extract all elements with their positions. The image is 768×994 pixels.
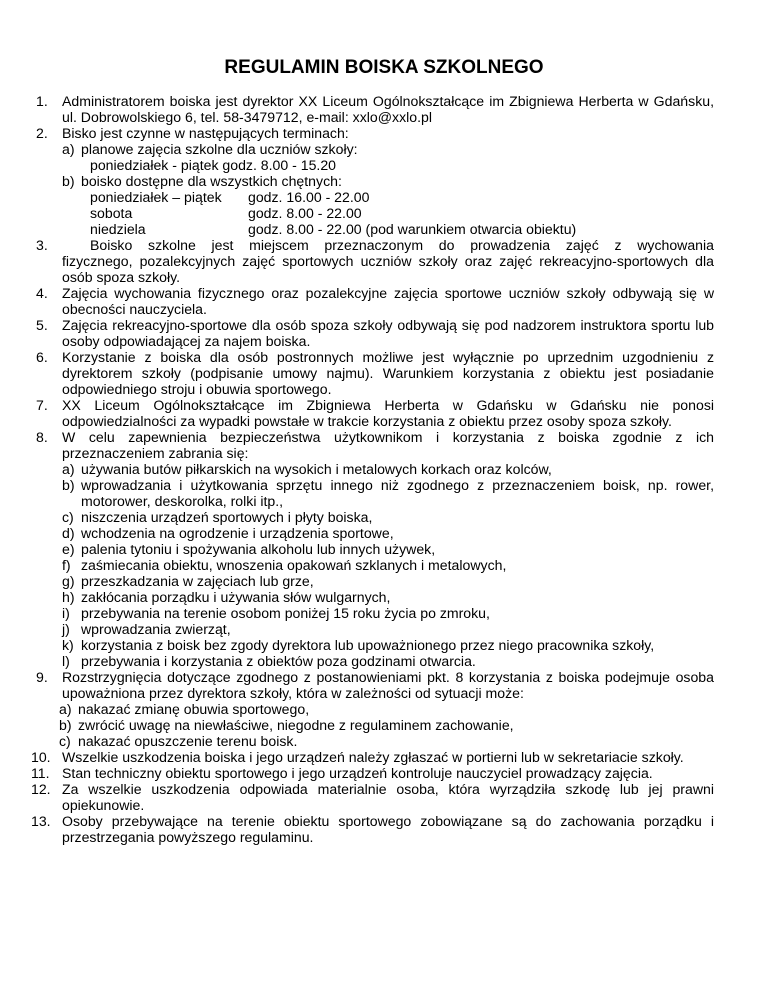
rule-2-subitem-a bbox=[36, 141, 714, 157]
rule-number: 4. bbox=[36, 285, 48, 301]
rule-10 bbox=[31, 749, 714, 765]
subitem-text: przebywania i korzystania z obiektów poza godzinami otwarcia. bbox=[81, 653, 476, 669]
rule-number: 6. bbox=[36, 349, 48, 365]
rule-9-subitem bbox=[36, 717, 714, 733]
rule-13 bbox=[31, 813, 714, 845]
rule-text: fizycznego, pozalekcyjnych zajęć sportowych uczniów szkoły oraz zajęć rekreacyjno-sportowych dla osób spoza szkoły. bbox=[62, 253, 714, 285]
subitem-text: nakazać opuszczenie terenu boisk. bbox=[78, 733, 298, 749]
subitem-label: a) bbox=[62, 141, 75, 157]
rule-9-subitem bbox=[36, 733, 714, 749]
rule-text: Korzystanie z boiska dla osób postronnych możliwe jest wyłącznie po uprzednim uzgodnieniu z dyrektorem szkoły (podpisanie umowy najmu). Warunkiem korzystania z obiektu jest posiadanie odpowiedniego stroju i obuwia sportowego. bbox=[62, 349, 714, 397]
subitem-label: f) bbox=[62, 557, 71, 573]
rule-4 bbox=[36, 285, 714, 317]
rule-text: Bisko jest czynne w następujących terminach: bbox=[62, 125, 349, 141]
rule-8 bbox=[36, 429, 714, 461]
rule-number: 9. bbox=[36, 669, 48, 685]
schedule-hours: godz. 16.00 - 22.00 bbox=[248, 189, 370, 205]
rule-number: 3. bbox=[36, 237, 48, 253]
subitem-label: b) bbox=[59, 717, 72, 733]
subitem-text: przebywania na terenie osobom poniżej 15 roku życia po zmroku, bbox=[81, 605, 490, 621]
subitem-label: c) bbox=[59, 733, 71, 749]
subitem-text: planowe zajęcia szkolne dla uczniów szkoły: bbox=[81, 141, 358, 157]
rule-7 bbox=[36, 397, 714, 429]
subitem-text: wchodzenia na ogrodzenie i urządzenia sportowe, bbox=[81, 525, 394, 541]
subitem-label: b) bbox=[62, 477, 75, 493]
rule-8-subitem bbox=[36, 573, 714, 589]
rule-number: 8. bbox=[36, 429, 48, 445]
rule-8-subitem bbox=[36, 637, 714, 653]
subitem-label: a) bbox=[62, 461, 75, 477]
schedule-row bbox=[36, 189, 714, 205]
rule-text: Wszelkie uszkodzenia boiska i jego urządzeń należy zgłaszać w portierni lub w sekretariacie szkoły. bbox=[62, 749, 684, 765]
subitem-label: d) bbox=[62, 525, 75, 541]
rule-text: Za wszelkie uszkodzenia odpowiada materialnie osoba, która wyrządziła szkodę lub jej prawni opiekunowie. bbox=[62, 781, 714, 813]
subitem-label: l) bbox=[62, 653, 70, 669]
subitem-text: nakazać zmianę obuwia sportowego, bbox=[78, 701, 310, 717]
rule-number: 7. bbox=[36, 397, 48, 413]
rule-number: 2. bbox=[36, 125, 48, 141]
subitem-text: przeszkadzania w zajęciach lub grze, bbox=[81, 573, 314, 589]
subitem-label: c) bbox=[62, 509, 74, 525]
schedule-hours: godz. 8.00 - 22.00 (pod warunkiem otwarcia obiektu) bbox=[248, 221, 577, 237]
rule-text: XX Liceum Ogólnokształcące im Zbigniewa Herberta w Gdańsku w Gdańsku nie ponosi odpowiedzialności za wypadki powstałe w trakcie korzystania z obiektu przez osoby spoza szkoły. bbox=[62, 397, 714, 429]
rule-8-subitem bbox=[36, 525, 714, 541]
rule-number: 10. bbox=[31, 749, 51, 765]
subitem-label: j) bbox=[62, 621, 70, 637]
rule-8-subitem bbox=[36, 509, 714, 525]
subitem-text: niszczenia urządzeń sportowych i płyty boiska, bbox=[81, 509, 373, 525]
rule-8-subitem bbox=[36, 653, 714, 669]
rule-11 bbox=[31, 765, 714, 781]
rule-text: Osoby przebywające na terenie obiektu sportowego zobowiązane są do zachowania porządku i przestrzegania powyższego regulaminu. bbox=[62, 813, 714, 845]
regulations-list bbox=[31, 93, 714, 845]
rule-text: Zajęcia wychowania fizycznego oraz pozalekcyjne zajęcia sportowe uczniów szkoły odbywają się w obecności nauczyciela. bbox=[62, 285, 714, 317]
rule-2-subitem-b bbox=[36, 173, 714, 189]
rule-text: W celu zapewnienia bezpieczeństwa użytkownikom i korzystania z boiska zgodnie z ich przeznaczeniem zabrania się: bbox=[62, 429, 714, 461]
schedule-day: sobota bbox=[90, 205, 133, 221]
rule-text-first-line: Boisko szkolne jest miejscem przeznaczonym do prowadzenia zajęć z wychowania bbox=[90, 237, 714, 253]
subitem-label: i) bbox=[62, 605, 70, 621]
subitem-text: zaśmiecania obiektu, wnoszenia opakowań szklanych i metalowych, bbox=[81, 557, 507, 573]
rule-2-hours: poniedziałek - piątek godz. 8.00 - 15.20 bbox=[90, 157, 337, 173]
rule-text: Administratorem boiska jest dyrektor XX Liceum Ogólnokształcące im Zbigniewa Herberta w Gdańsku, ul. Dobrowolskiego 6, tel. 58-3479712, e-mail: xxlo@xxlo.pl bbox=[62, 93, 714, 125]
subitem-text: korzystania z boisk bez zgody dyrektora lub upoważnionego przez niego pracownika szkoły, bbox=[81, 637, 655, 653]
rule-8-subitem bbox=[36, 477, 714, 509]
subitem-label: a) bbox=[59, 701, 72, 717]
schedule-row bbox=[36, 205, 714, 221]
rule-9 bbox=[36, 669, 714, 701]
rule-9-subitem bbox=[36, 701, 714, 717]
subitem-text: wprowadzania i użytkowania sprzętu innego niż zgodnego z przeznaczeniem boisk, np. rower, motorower, deskorolka, rolki itp., bbox=[81, 477, 714, 509]
rule-8-subitem bbox=[36, 605, 714, 621]
rule-number: 11. bbox=[31, 765, 50, 781]
subitem-text: zakłócania porządku i używania słów wulgarnych, bbox=[81, 589, 391, 605]
rule-8-subitem bbox=[36, 541, 714, 557]
rule-text: Rozstrzygnięcia dotyczące zgodnego z postanowieniami pkt. 8 korzystania z boiska podejmuje osoba upoważniona przez dyrektora szkoły, która w zależności od sytuacji może: bbox=[62, 669, 714, 701]
rule-text: Zajęcia rekreacyjno-sportowe dla osób spoza szkoły odbywają się pod nadzorem instruktora sportu lub osoby odpowiadającej za najem boiska. bbox=[62, 317, 714, 349]
subitem-text: palenia tytoniu i spożywania alkoholu lub innych używek, bbox=[81, 541, 436, 557]
schedule-day: poniedziałek – piątek bbox=[90, 189, 222, 205]
rule-6 bbox=[36, 349, 714, 397]
subitem-text: wprowadzania zwierząt, bbox=[81, 621, 231, 637]
rule-number: 13. bbox=[31, 813, 51, 829]
rule-8-subitem bbox=[36, 557, 714, 573]
subitem-label: h) bbox=[62, 589, 75, 605]
rule-5 bbox=[36, 317, 714, 349]
rule-3 bbox=[36, 237, 714, 285]
rule-text: Stan techniczny obiektu sportowego i jego urządzeń kontroluje nauczyciel prowadzący zajęcia. bbox=[62, 765, 653, 781]
subitem-label: k) bbox=[62, 637, 74, 653]
rule-8-subitem bbox=[36, 589, 714, 605]
rule-1 bbox=[36, 93, 714, 125]
subitem-label: g) bbox=[62, 573, 75, 589]
schedule-day: niedziela bbox=[90, 221, 146, 237]
schedule-hours: godz. 8.00 - 22.00 bbox=[248, 205, 362, 221]
subitem-label: e) bbox=[62, 541, 75, 557]
schedule-row bbox=[36, 221, 714, 237]
subitem-text: używania butów piłkarskich na wysokich i metalowych korkach oraz kolców, bbox=[81, 461, 552, 477]
rule-12 bbox=[31, 781, 714, 813]
page-title: REGULAMIN BOISKA SZKOLNEGO bbox=[224, 57, 544, 78]
rule-number: 12. bbox=[31, 781, 51, 797]
subitem-text: zwrócić uwagę na niewłaściwe, niegodne z regulaminem zachowanie, bbox=[78, 717, 514, 733]
rule-8-subitem bbox=[36, 621, 714, 637]
rule-number: 5. bbox=[36, 317, 48, 333]
rule-8-subitem bbox=[36, 461, 714, 477]
subitem-label: b) bbox=[62, 173, 75, 189]
rule-number: 1. bbox=[36, 93, 48, 109]
subitem-text: boisko dostępne dla wszystkich chętnych: bbox=[81, 173, 342, 189]
rule-2 bbox=[36, 125, 714, 141]
